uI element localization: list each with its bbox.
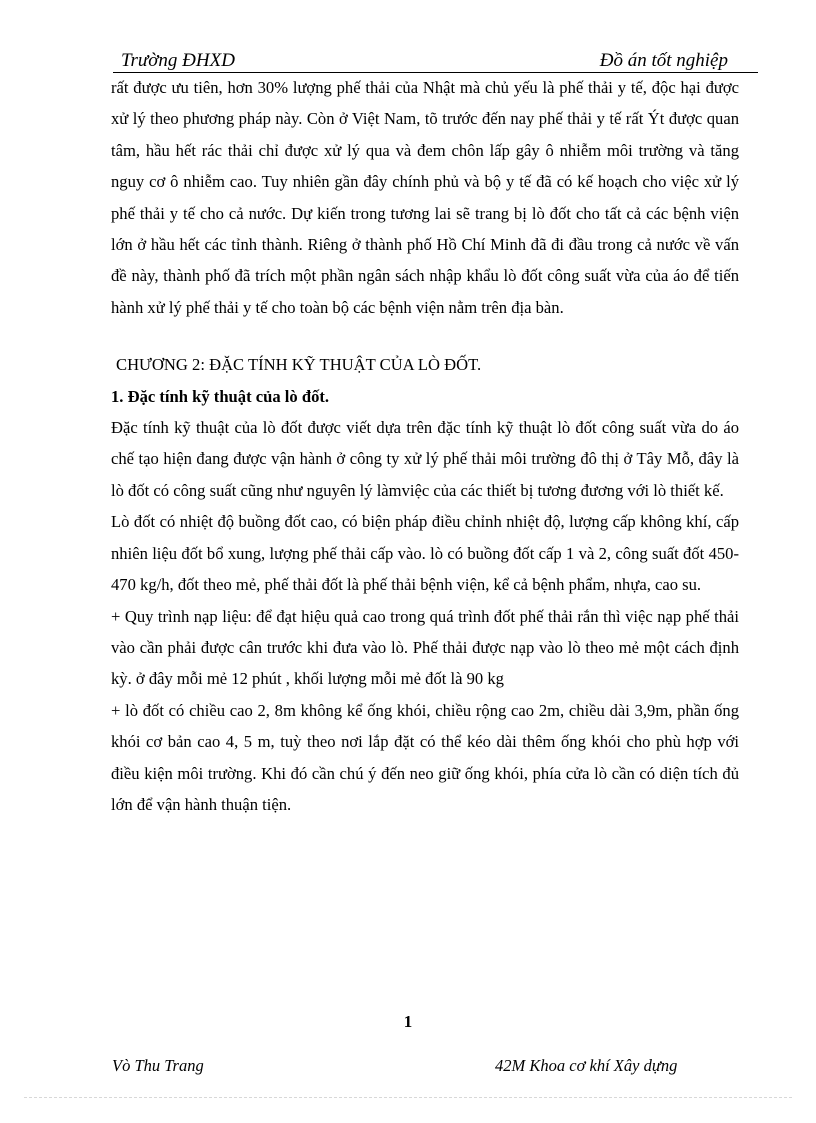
page-content <box>111 72 739 820</box>
footer-class: 42M Khoa cơ khí Xây dựng <box>495 1056 678 1075</box>
header-document-type: Đồ án tốt nghiệp <box>599 50 728 71</box>
page-header <box>113 50 758 73</box>
body-paragraph: + lò đốt có chiều cao 2, 8m không kể ống khói, chiều rộng cao 2m, chiều dài 3,9m, phần ống khói cơ bản cao 4, 5 m, tuỳ theo nơi lắp đặt có thể kéo dài thêm ống khói cho phù hợp với điều kiện môi trường. Khi đó cần chú ý đến neo giữ ống khói, phía cửa lò cần có diện tích đủ lớn để vận hành thuận tiện. <box>111 700 739 814</box>
spacer <box>111 323 739 349</box>
header-school: Trường ĐHXD <box>121 50 235 71</box>
footer-author: Vò Thu Trang <box>112 1056 204 1075</box>
body-paragraph: Đặc tính kỹ thuật của lò đốt được viết dựa trên đặc tính kỹ thuật lò đốt công suất vừa do áo chế tạo hiện đang được vận hành ở công ty xử lý phế thải môi trường đô thị ở Tây Mỗ, đây là lò đốt có công suất cũng như nguyên lý làmviệc của các thiết bị tương đương với lò thiết kế. <box>111 418 739 500</box>
chapter-title: CHƯƠNG 2: ĐẶC TÍNH KỸ THUẬT CỦA LÒ ĐỐT. <box>116 355 482 375</box>
body-paragraph: + Quy trình nạp liệu: để đạt hiệu quả cao trong quá trình đốt phế thải rắn thì việc nạp phế thải vào cần phải được cân trước khi đưa vào lò. Phế thải được nạp vào lò theo mẻ một cách định kỳ. ở đây mỗi mẻ 12 phút , khối lượng mỗi mẻ đốt là 90 kg <box>111 606 739 689</box>
page-divider <box>24 1097 792 1098</box>
section-heading: 1. Đặc tính kỹ thuật của lò đốt. <box>111 386 330 406</box>
body-paragraph: Lò đốt có nhiệt độ buồng đốt cao, có biện pháp điều chỉnh nhiệt độ, lượng cấp không khí, cấp nhiên liệu đốt bổ xung, lượng phế thải cấp vào. lò có buồng đốt cấp 1 và 2, công suất đốt 450- 470 kg/h, đốt theo mẻ, phế thải đốt là phế thải bệnh viện, kể cả bệnh phẩm, nhựa, cao su. <box>111 512 739 595</box>
page-number: 1 <box>403 1012 413 1031</box>
intro-paragraph: rất được ưu tiên, hơn 30% lượng phế thải của Nhật mà chủ yếu là phế thải y tế, độc hại được xử lý theo phương pháp này. Còn ở Việt Nam, tõ trước đến nay phế thải y tế rất Ýt được quan tâm, hầu hết rác thải chỉ được xử lý qua và đem chôn lấp gây ô nhiễm môi trường và tăng nguy cơ ô nhiễm cao. Tuy nhiên gần đây chính phủ và bộ y tế đã có kế hoạch cho việc xử lý phế thải y tế cho cả nước. Dự kiến trong tương lai sẽ trang bị lò đốt cho tất cả các bệnh viện lớn ở hầu hết các tỉnh thành. Riêng ở thành phố Hồ Chí Minh đã đi đầu trong cả nước về vấn đề này, thành phố đã trích một phần ngân sách nhập khẩu lò đốt công suất vừa của áo để tiến hành xử lý phế thải y tế cho toàn bộ các bệnh viện nằm trên địa bàn. <box>111 78 739 317</box>
